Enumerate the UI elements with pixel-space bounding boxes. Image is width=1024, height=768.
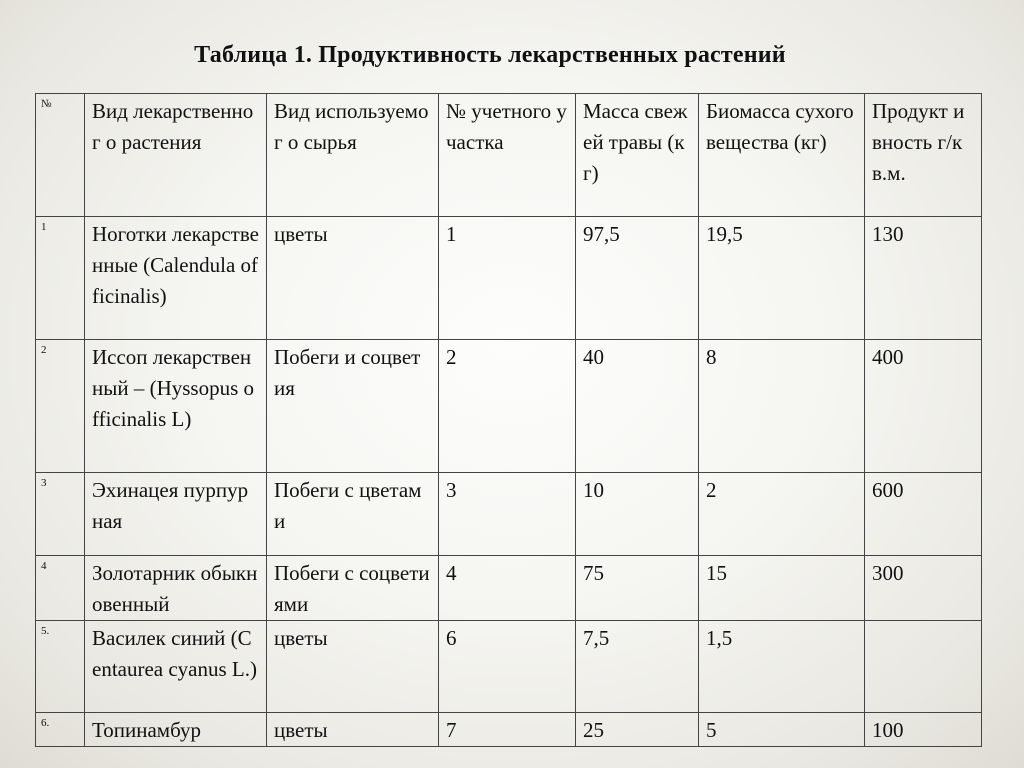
table-row	[36, 713, 982, 747]
cell-plot: 1	[439, 217, 576, 340]
header-cell-raw-material: Вид используемог о сырья	[267, 94, 439, 217]
cell-raw-material: Побеги с цветами	[267, 473, 439, 556]
cell-dry-biomass: 15	[699, 556, 865, 621]
cell-dry-biomass: 8	[699, 340, 865, 473]
cell-fresh-mass: 10	[576, 473, 699, 556]
cell-fresh-mass: 40	[576, 340, 699, 473]
cell-plant: Топинамбур	[85, 713, 267, 747]
cell-plot: 6	[439, 621, 576, 713]
cell-number: 1	[36, 217, 85, 340]
cell-plot: 4	[439, 556, 576, 621]
cell-fresh-mass: 75	[576, 556, 699, 621]
cell-plot: 2	[439, 340, 576, 473]
cell-dry-biomass: 5	[699, 713, 865, 747]
cell-dry-biomass: 19,5	[699, 217, 865, 340]
cell-productivity: 600	[865, 473, 982, 556]
table-row	[36, 621, 982, 713]
cell-dry-biomass: 2	[699, 473, 865, 556]
cell-productivity: 300	[865, 556, 982, 621]
cell-number: 4	[36, 556, 85, 621]
cell-raw-material: цветы	[267, 713, 439, 747]
cell-number: 5.	[36, 621, 85, 713]
table-row	[36, 473, 982, 556]
cell-plot: 7	[439, 713, 576, 747]
cell-productivity: 130	[865, 217, 982, 340]
cell-raw-material: цветы	[267, 217, 439, 340]
cell-plot: 3	[439, 473, 576, 556]
header-cell-dry-biomass: Биомасса сухого вещества (кг)	[699, 94, 865, 217]
table-row	[36, 556, 982, 621]
cell-plant: Эхинацея пурпурная	[85, 473, 267, 556]
productivity-table	[35, 93, 982, 747]
cell-plant: Золотарник обыкновенный	[85, 556, 267, 621]
cell-productivity: 100	[865, 713, 982, 747]
header-cell-plot: № учетного участка	[439, 94, 576, 217]
table-row	[36, 217, 982, 340]
cell-dry-biomass: 1,5	[699, 621, 865, 713]
header-cell-number: №	[36, 94, 85, 217]
table-header-row	[36, 94, 982, 217]
cell-plant: Ноготки лекарственные (Calendula officinalis)	[85, 217, 267, 340]
cell-fresh-mass: 7,5	[576, 621, 699, 713]
cell-productivity	[865, 621, 982, 713]
cell-raw-material: цветы	[267, 621, 439, 713]
page-title: Таблица 1. Продуктивность лекарственных растений	[194, 42, 786, 68]
cell-raw-material: Побеги и соцветия	[267, 340, 439, 473]
header-cell-fresh-mass: Масса свежей травы (кг)	[576, 94, 699, 217]
header-cell-productivity: Продукт ивность г/кв.м.	[865, 94, 982, 217]
cell-number: 2	[36, 340, 85, 473]
cell-plant: Василек синий (Centaurea cyanus L.)	[85, 621, 267, 713]
cell-number: 6.	[36, 713, 85, 747]
table-row	[36, 340, 982, 473]
cell-plant: Иссоп лекарственный – (Hyssopus officinalis L)	[85, 340, 267, 473]
cell-fresh-mass: 25	[576, 713, 699, 747]
cell-number: 3	[36, 473, 85, 556]
cell-raw-material: Побеги с соцветиями	[267, 556, 439, 621]
cell-productivity: 400	[865, 340, 982, 473]
cell-fresh-mass: 97,5	[576, 217, 699, 340]
header-cell-plant: Вид лекарственног о растения	[85, 94, 267, 217]
